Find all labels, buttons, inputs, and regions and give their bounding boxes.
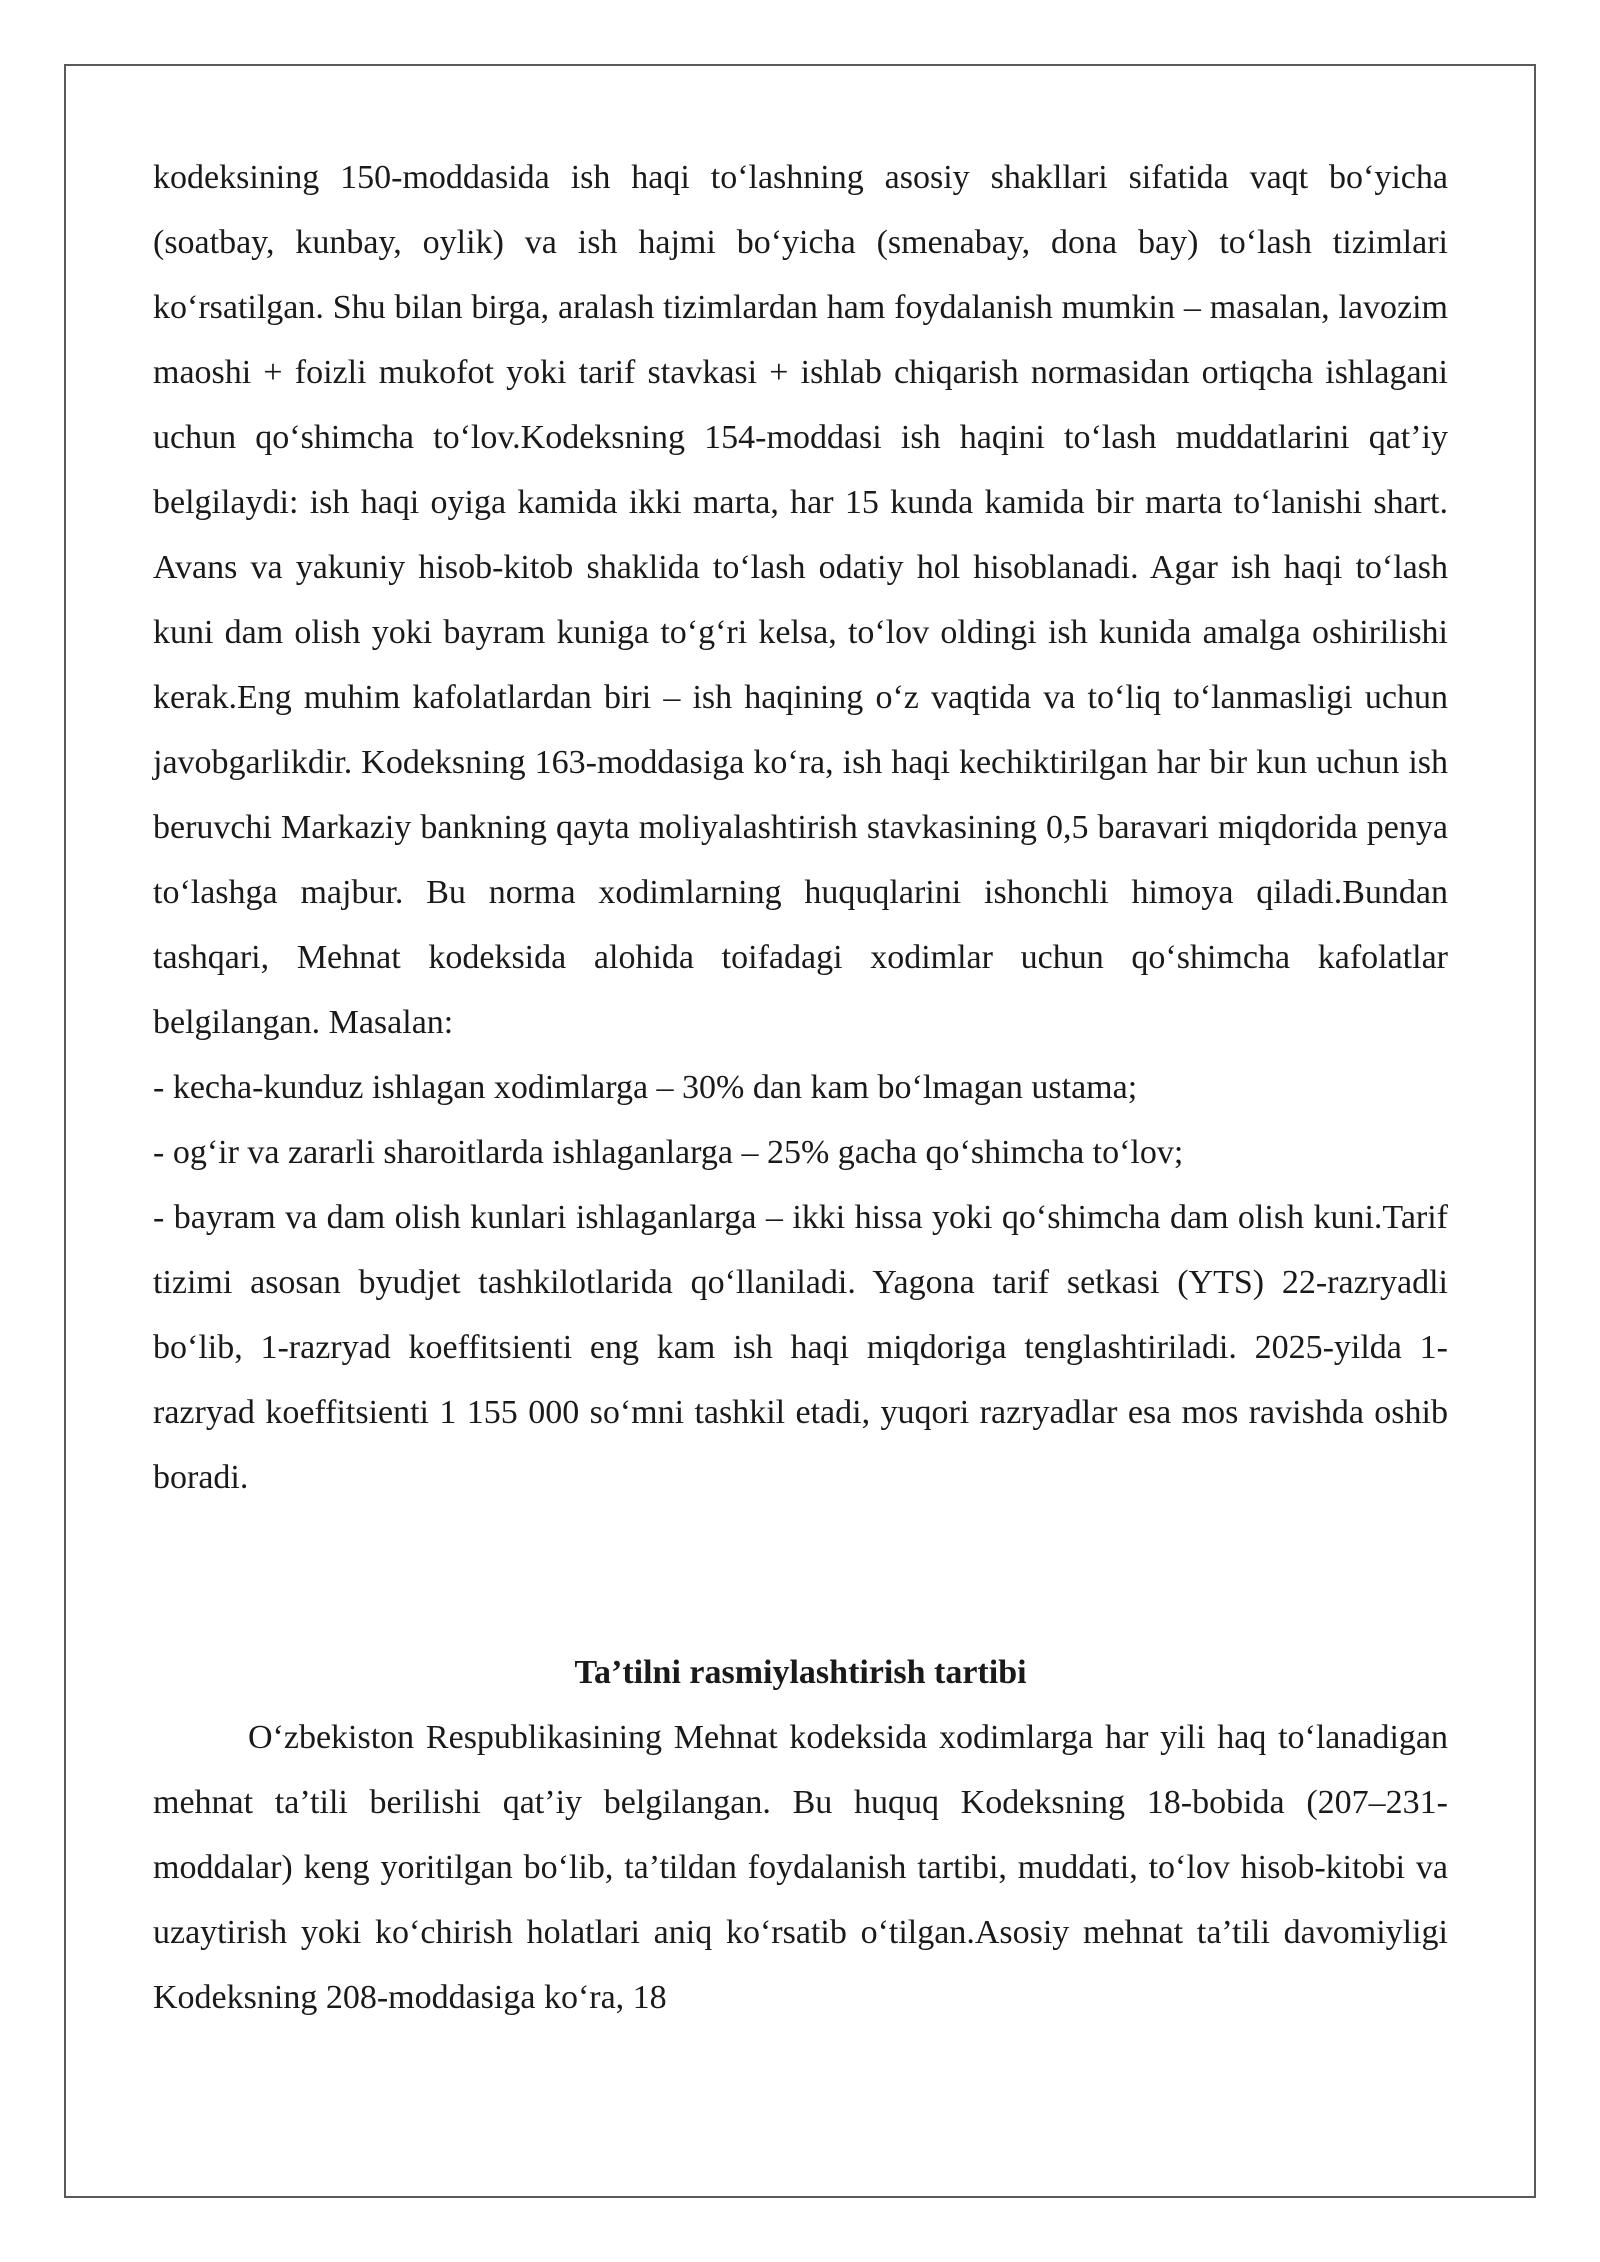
list-item: - og‘ir va zararli sharoitlarda ishlaganlarga – 25% gacha qo‘shimcha to‘lov; xyxy=(153,1134,1184,1171)
intro-paragraph: kodeksining 150-moddasida ish haqi to‘lashning asosiy shakllari sifatida vaqt bo‘yicha (soatbay, kunbay, oylik) va ish hajmi bo‘yicha (smenabay, dona bay) to‘lash tizimlari ko‘rsatilgan. Shu bilan birga, aralash tizimlardan ham foydalanish mumkin – masalan, lavozim maoshi + foizli mukofot yoki tarif stavkasi + ishlab chiqarish normasidan ortiqcha ishlagani uchun qo‘shimcha to‘lov.Kodeksning 154-moddasi ish haqini to‘lash muddatlarini qat’iy belgilaydi: ish haqi oyiga kamida ikki marta, har 15 kunda kamida bir marta to‘lanishi shart. Avans va yakuniy hisob-kitob shaklida to‘lash odatiy hol hisoblanadi. Agar ish haqi to‘lash kuni dam olish yoki bayram kuniga to‘g‘ri kelsa, to‘lov oldingi ish kunida amalga oshirilishi kerak.Eng muhim kafolatlardan biri – ish haqining o‘z vaqtida va to‘liq to‘lanmasligi uchun javobgarlikdir. Kodeksning 163-moddasiga ko‘ra, ish haqi kechiktirilgan har bir kun uchun ish beruvchi Markaziy bankning qayta moliyalashtirish stavkasining 0,5 baravari miqdorida penya to‘lashga majbur. Bu norma xodimlarning huquqlarini ishonchli himoya qiladi.Bundan tashqari, Mehnat kodeksida alohida toifadagi xodimlar uchun qo‘shimcha kafolatlar belgilangan. Masalan: xyxy=(153,159,1448,1041)
section-paragraph: O‘zbekiston Respublikasining Mehnat kodeksida xodimlarga har yili haq to‘lanadigan mehnat ta’tili berilishi qat’iy belgilangan. Bu huquq Kodeksning 18-bobida (207–231-moddalar) keng yoritilgan bo‘lib, ta’tildan foydalanish tartibi, muddati, to‘lov hisob-kitobi va uzaytirish yoki ko‘chirish holatlari aniq ko‘rsatib o‘tilgan.Asosiy mehnat ta’tili davomiyligi Kodeksning 208-moddasiga ko‘ra, 18 xyxy=(153,1719,1448,2016)
section-spacer xyxy=(153,1510,1448,1640)
section-heading: Ta’tilni rasmiylashtirish tartibi xyxy=(574,1654,1027,1691)
list-item: - bayram va dam olish kunlari ishlaganlarga – ikki hissa yoki qo‘shimcha dam olish kuni.Tarif tizimi asosan byudjet tashkilotlarida qo‘llaniladi. Yagona tarif setkasi (YTS) 22-razryadli bo‘lib, 1-razryad koeffitsienti eng kam ish haqi miqdoriga tenglashtiriladi. 2025-yilda 1-razryad koeffitsienti 1 155 000 so‘mni tashkil etadi, yuqori razryadlar esa mos ravishda oshib boradi. xyxy=(153,1199,1448,1496)
list-item: - kecha-kunduz ishlagan xodimlarga – 30% dan kam bo‘lmagan ustama; xyxy=(153,1069,1138,1106)
document-body xyxy=(153,145,1448,2030)
